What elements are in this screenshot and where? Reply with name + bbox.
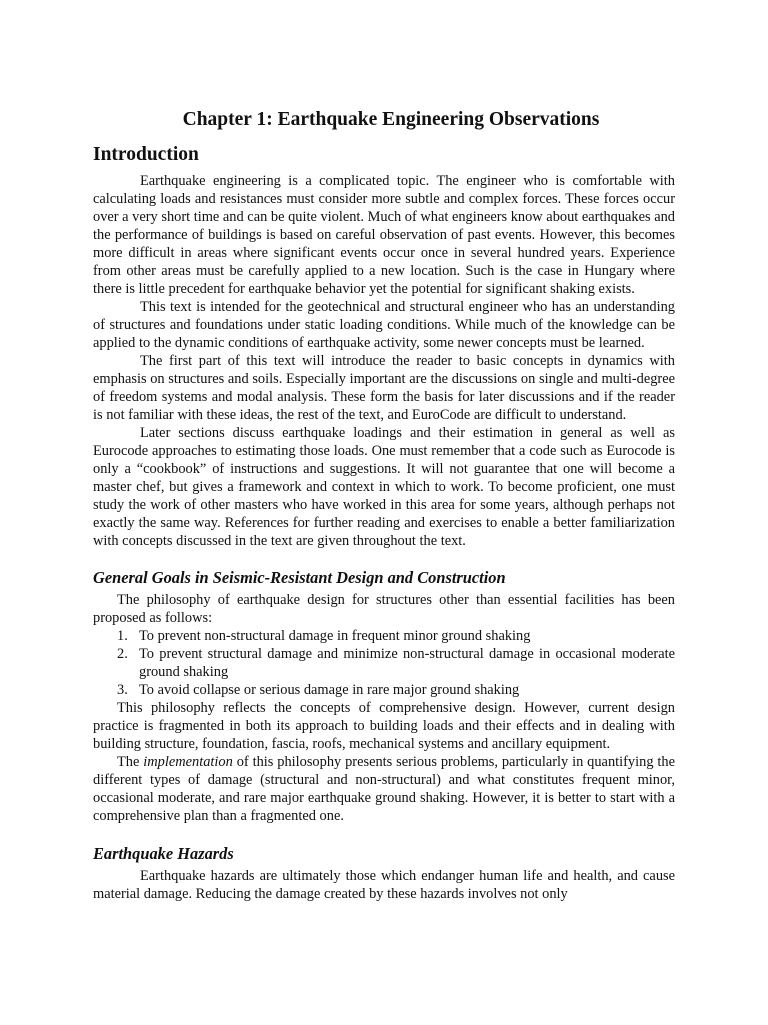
- intro-paragraph-4: Later sections discuss earthquake loadings and their estimation in general as well as Eurocode approaches to estimating those loads. One must remember that a code such as Eurocode is only a “cookbook” of instructions and suggestions. It will not guarantee that one will become a master chef, but gives a framework and context in which to work. To become proficient, one must study the work of other masters who have worked in this area for some years, although perhaps not exactly the same way. References for further reading and exercises to enable a better familiarization with concepts discussed in the text are given throughout the text.: [93, 425, 675, 549]
- earthquake-hazards-heading: Earthquake Hazards: [93, 844, 234, 863]
- list-number: 1.: [117, 628, 128, 644]
- implementation-paragraph: [93, 753, 675, 825]
- list-number: 3.: [117, 682, 128, 698]
- implementation-rest: of this philosophy presents serious problems, particularly in quantifying the different types of damage (structural and non-structural) and what constitutes frequent minor, occasional moderate, and rare major earthquake ground shaking. However, it is better to start with a comprehensive plan than a fragmented one.: [93, 754, 675, 824]
- intro-paragraph-3: The first part of this text will introduce the reader to basic concepts in dynamics with emphasis on structures and soils. Especially important are the discussions on single and multi-degree of freedom systems and modal analysis. These form the basis for later discussions and if the reader is not familiar with these ideas, the rest of the text, and EuroCode are difficult to understand.: [93, 353, 675, 423]
- goals-list-item: [117, 681, 675, 699]
- philosophy-paragraph: This philosophy reflects the concepts of comprehensive design. However, current design practice is fragmented in both its approach to building loads and their effects and in dealing with building structure, foundation, fascia, roofs, mechanical systems and ancillary equipment.: [93, 700, 675, 752]
- list-item-text: To avoid collapse or serious damage in rare major ground shaking: [139, 682, 520, 698]
- hazards-paragraph: Earthquake hazards are ultimately those which endanger human life and health, and cause material damage. Reducing the damage created by these hazards involves not only: [93, 868, 675, 902]
- chapter-title: Chapter 1: Earthquake Engineering Observations: [182, 109, 600, 130]
- intro-paragraph-2: This text is intended for the geotechnical and structural engineer who has an understanding of structures and foundations under static loading conditions. While much of the knowledge can be applied to the dynamic conditions of earthquake activity, some newer concepts must be learned.: [93, 299, 675, 351]
- goals-list-item: [117, 627, 675, 645]
- intro-paragraph-1: Earthquake engineering is a complicated topic. The engineer who is comfortable with calculating loads and resistances must consider more subtle and complex forces. These forces occur over a very short time and can be quite violent. Much of what engineers know about earthquakes and the performance of buildings is based on careful observation of past events. However, this becomes more difficult in areas where significant events occur once in several hundred years. Experience from other areas must be carefully applied to a new location. Such is the case in Hungary where there is little precedent for earthquake behavior yet the potential for significant shaking exists.: [93, 173, 675, 297]
- goals-list: [93, 627, 675, 699]
- goals-list-item: [117, 645, 675, 681]
- introduction-heading: Introduction: [93, 144, 199, 165]
- implementation-prefix: The: [117, 754, 144, 770]
- document-page: [93, 108, 675, 903]
- list-item-text: To prevent structural damage and minimize non-structural damage in occasional moderate ground shaking: [139, 646, 675, 680]
- general-goals-heading: General Goals in Seismic-Resistant Design and Construction: [93, 568, 506, 587]
- implementation-emphasis: implementation: [143, 754, 233, 770]
- list-item-text: To prevent non-structural damage in frequent minor ground shaking: [139, 628, 531, 644]
- goals-lead-paragraph: The philosophy of earthquake design for structures other than essential facilities has been proposed as follows:: [93, 592, 675, 626]
- list-number: 2.: [117, 646, 128, 662]
